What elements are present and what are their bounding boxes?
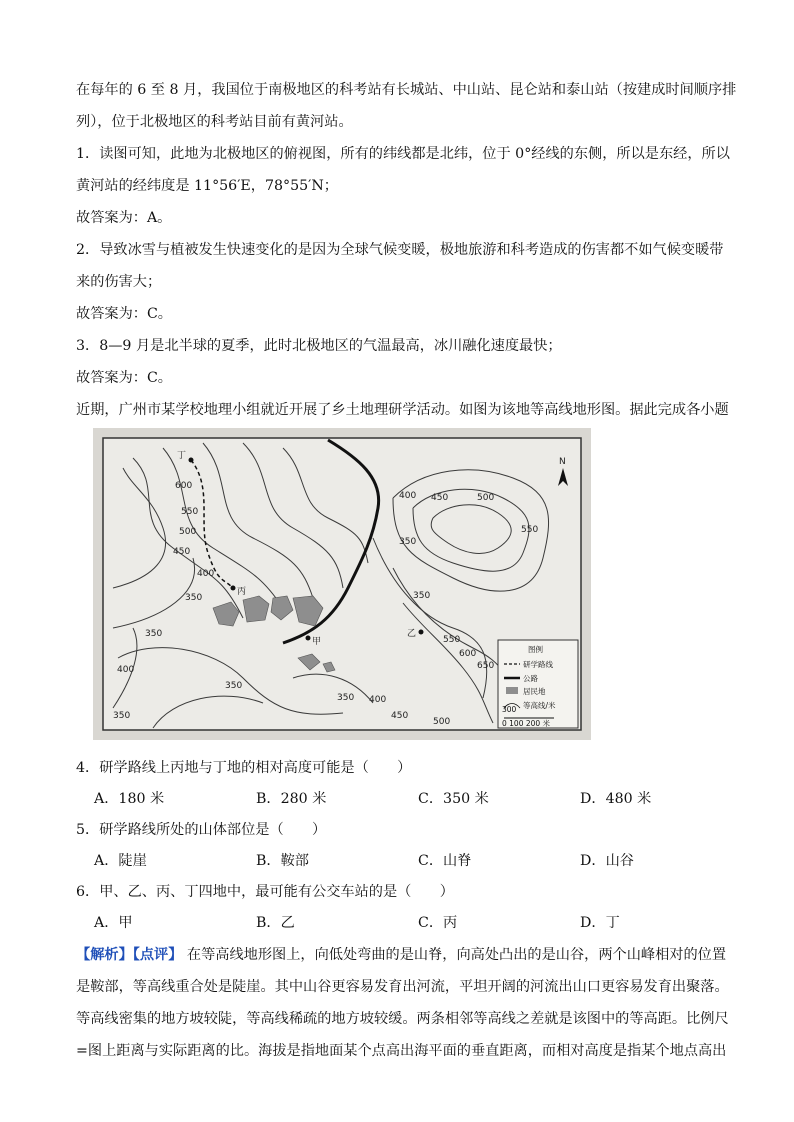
contour-label: 450	[173, 547, 191, 557]
place-bing: 丙	[237, 587, 247, 597]
question-5-option-c[interactable]: C．山脊	[418, 853, 472, 869]
question-6-option-a[interactable]: A．甲	[94, 915, 133, 931]
contour-label: 350	[413, 591, 431, 601]
legend-road: 公路	[523, 674, 538, 683]
question-6-option-c[interactable]: C．丙	[418, 915, 458, 931]
analysis-line-1	[76, 939, 756, 971]
legend-scale: 0 100 200 米	[502, 719, 551, 728]
question-5-option-a[interactable]: A．陡崖	[94, 853, 147, 869]
question-6-stem: 6．甲、乙、丙、丁四地中，最可能有公交车站的是（ ）	[76, 884, 454, 900]
analysis-line-3: 等高线密集的地方坡较陡，等高线稀疏的地方坡较缓。两条相邻等高线之差就是该图中的等高距。比例尺	[76, 1011, 729, 1027]
contour-map	[93, 428, 591, 740]
contour-label: 550	[181, 507, 199, 517]
legend-title: 图例	[528, 645, 543, 654]
explanation-2-line-2: 来的伤害大；	[76, 274, 162, 290]
map-legend	[498, 640, 578, 728]
explanation-1-line-1: 1．读图可知，此地为北极地区的俯视图，所有的纬线都是北纬，位于 0°经线的东侧，所以是东经，所以	[76, 146, 730, 162]
contour-label: 350	[185, 593, 203, 603]
analysis-tag: 【解析】【点评】	[76, 947, 183, 963]
analysis-text-1: 在等高线地形图上，向低处弯曲的是山脊，向高处凸出的是山谷，两个山峰相对的位置	[182, 947, 727, 963]
question-5-option-b[interactable]: B．鞍部	[256, 853, 309, 869]
contour-label: 400	[197, 569, 215, 579]
contour-label: 450	[391, 711, 409, 721]
analysis-line-2: 是鞍部，等高线重合处是陡崖。其中山谷更容易发育出河流，平坦开阔的河流出山口更容易发育出聚落。	[76, 979, 729, 995]
contour-label: 600	[175, 481, 193, 491]
north-label: N	[559, 457, 566, 467]
explanation-3-answer: 故答案为：C。	[76, 370, 172, 386]
explanation-3-line-1: 3．8—9 月是北半球的夏季，此时北极地区的气温最高，冰川融化速度最快；	[76, 338, 562, 354]
contour-label: 650	[477, 661, 495, 671]
question-4-option-a[interactable]: A．180 米	[94, 791, 165, 807]
legend-route: 研学路线	[523, 660, 553, 669]
legend-contour: 等高线/米	[523, 701, 556, 710]
explanation-1-line-2: 黄河站的经纬度是 11°56′E，78°55′N；	[76, 178, 338, 194]
contour-map-svg	[93, 428, 591, 740]
explanation-2-answer: 故答案为：C。	[76, 306, 172, 322]
explanation-1-answer: 故答案为：A。	[76, 210, 172, 226]
contour-label: 550	[521, 525, 539, 535]
contour-label: 350	[145, 629, 163, 639]
question-4-option-d[interactable]: D．480 米	[580, 791, 652, 807]
intro-line-2: 列），位于北极地区的科考站目前有黄河站。	[76, 114, 353, 130]
place-ding: 丁	[177, 451, 187, 461]
contour-label: 600	[459, 649, 477, 659]
contour-label: 350	[225, 681, 243, 691]
legend-contour-sample: 300	[502, 705, 517, 714]
place-jia: 甲	[312, 637, 322, 647]
explanation-2-line-1: 2．导致冰雪与植被发生快速变化的是因为全球气候变暖，极地旅游和科考造成的伤害都不如气候变暖带	[76, 242, 724, 258]
contour-label: 500	[179, 527, 197, 537]
question-6-options	[94, 912, 754, 942]
contour-label: 350	[113, 711, 131, 721]
question-4-stem: 4．研学路线上丙地与丁地的相对高度可能是（ ）	[76, 760, 412, 776]
contour-label: 450	[431, 493, 449, 503]
contour-label: 400	[369, 695, 387, 705]
contour-label: 350	[337, 693, 355, 703]
question-5-option-d[interactable]: D．山谷	[580, 853, 634, 869]
contour-label: 500	[477, 493, 495, 503]
question-6-option-d[interactable]: D．丁	[580, 915, 620, 931]
contour-label: 400	[399, 491, 417, 501]
contour-label: 500	[433, 717, 451, 727]
contour-label: 400	[117, 665, 135, 675]
question-4-option-b[interactable]: B．280 米	[256, 791, 327, 807]
contour-label: 350	[399, 537, 417, 547]
place-yi: 乙	[407, 629, 417, 639]
legend-settlement: 居民地	[523, 687, 546, 696]
question-6-option-b[interactable]: B．乙	[256, 915, 295, 931]
passage-intro: 近期，广州市某学校地理小组就近开展了乡土地理研学活动。如图为该地等高线地形图。据此完成各小题	[76, 402, 729, 418]
intro-line-1: 在每年的 6 至 8 月，我国位于南极地区的科考站有长城站、中山站、昆仑站和泰山站（按建成时间顺序排	[76, 82, 737, 98]
analysis-line-4: =图上距离与实际距离的比。海拔是指地面某个点高出海平面的垂直距离，而相对高度是指某个地点高出	[76, 1043, 727, 1059]
question-5-stem: 5．研学路线所处的山体部位是（ ）	[76, 822, 327, 838]
contour-label: 550	[443, 635, 461, 645]
question-4-option-c[interactable]: C．350 米	[418, 791, 489, 807]
